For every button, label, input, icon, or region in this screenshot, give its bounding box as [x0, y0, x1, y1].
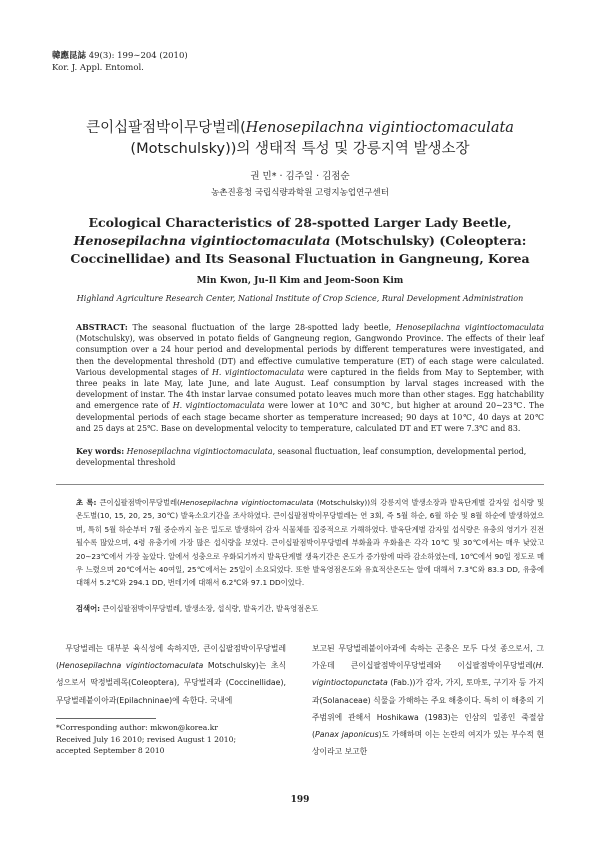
- korean-keywords-label: 검색어:: [76, 604, 101, 613]
- footnote-rule: [56, 718, 156, 719]
- korean-abstract-text: 큰이십팔점박이무당벌레(: [96, 498, 180, 507]
- korean-affiliation: 농촌진흥청 국립식량과학원 고령지농업연구센터: [211, 188, 389, 198]
- korean-title-line2: (Motschulsky))의 생태적 특성 및 강릉지역 발생소장: [130, 141, 470, 157]
- abstract-sci: H. vigintioctomaculata: [172, 401, 265, 411]
- body-text: Motschulsky)는 초식성으로서 딱정벌레목(Coleoptera), 무당벌레과 (Coccinellidae), 무당벌레붙이아과(Epilachninae)에 속한다. 국내에: [56, 661, 287, 705]
- english-title: [55, 214, 545, 268]
- korean-title-pre: 큰이십팔점박이무당벌레(: [86, 120, 246, 136]
- korean-abstract-sci: Henosepilachna vigintioctomaculata: [179, 498, 314, 507]
- korean-authors: 권 민* · 김주일 · 김점순: [250, 171, 350, 182]
- korean-title: [0, 118, 600, 160]
- body-text: )도 가해하며 이는 논란의 여지가 있는 부수적 현상이라고 보고한: [312, 730, 544, 757]
- abstract-text: (Motschulsky), was observed in potato fields of Gangneung region, Gangwondo Province. The effects of their leaf consumption over a 24 hour period and developmental periods by different temperatures were investigated, and then the developmental threshold (DT) and effective cumulative temperature (ET) of each stage were calculated. Various developmental stages of: [76, 334, 544, 377]
- journal-name-kr: 韓應昆誌: [52, 51, 87, 61]
- abstract-sci: Henosepilachna vigintioctomaculata: [395, 323, 544, 332]
- abstract-text: were captured in the fields from May to September, with three peaks in late May, late June, and late August. Leaf consumption by larval stages increased with the development of instar. The 4th instar larvae consumed potato leaves much more than other stages. Egg hatchability and emergence rate of: [76, 367, 544, 411]
- accepted-date: accepted September 8 2010: [56, 746, 165, 755]
- keywords-text: , seasonal fluctuation, leaf consumption, developmental period, developmental threshold: [76, 447, 527, 468]
- english-title-sci: Henosepilachna vigintioctomaculata: [73, 233, 331, 248]
- corresponding-author: *Corresponding author: mkwon@korea.kr: [56, 723, 218, 732]
- body-sci: H. vigintioctopunctata: [312, 661, 544, 688]
- keywords-label: Key words:: [76, 447, 125, 456]
- english-abstract: [76, 322, 544, 434]
- journal-header: [52, 50, 188, 74]
- korean-keywords: [76, 604, 544, 614]
- body-text: (Fab.))가 감자, 가지, 토마토, 구기자 등 가지과(Solanaceae) 식물을 가해하는 주요 해충이다. 특히 이 해충의 기주범위에 관해서 Hoshikawa (1983)는 인삼의 일종인 죽절삼(: [312, 678, 544, 740]
- abstract-sci: H. vigintioctomaculata: [211, 367, 305, 377]
- body-text: 무당벌레는 대부분 육식성에 속하지만, 큰이십팔점박이무당벌레(: [56, 644, 286, 671]
- body-paragraph: [56, 640, 286, 709]
- korean-abstract: [76, 496, 544, 590]
- abstract-label: ABSTRACT:: [76, 323, 128, 332]
- english-affiliation: Highland Agriculture Research Center, National Institute of Crop Science, Rural Development Administration: [76, 294, 524, 303]
- section-divider: [56, 484, 544, 485]
- page-number: 199: [290, 795, 310, 805]
- journal-name-en: Kor. J. Appl. Entomol.: [52, 63, 144, 73]
- korean-title-sci: Henosepilachna vigintioctomaculata: [245, 120, 514, 136]
- keywords-sci: Henosepilachna vigintioctomaculata: [124, 447, 273, 456]
- journal-issue: 49(3): 199∼204 (2010): [86, 51, 188, 61]
- korean-abstract-label: 초 록:: [76, 498, 97, 507]
- body-column-right: [312, 640, 544, 760]
- english-keywords: [76, 446, 544, 468]
- korean-abstract-text: (Motschulsky))의 강릉지역 발생소장과 발육단계별 갈자잎 섭식량 및 온도별(10, 15, 20, 25, 30℃) 발육소요기간을 조사하였다. 큰이십팔점박이무당벌레는 연 3회, 즉 5월 하순, 6월 하순 및 8월 하순에 발생하였으며, 특히 5월 하순부터 7월 중순까지 높은 밀도로 발생하여 감자 식물체를 집중적으로 가해하였다. 발육단계별 감자잎 섭식량은 유충의 영기가 진전될수록 많았으며, 4령 유충기에 가장 많은 섭식량을 보였다. 큰이십팔점박이무당벌레 부화율과 우화율은 각각 10℃ 및 30℃에서는 매우 낮았고 20∼23℃에서 가장 높았다. 알에서 성충으로 우화되기까지 발육단계별 생육기간은 온도가 증가함에 따라 감소하였는데, 10℃에서 90일 정도로 매우 느렸으며 20℃에서는 40여일, 25℃에서는 25일이 소요되었다. 또한 발육영점온도와 유효적산온도는 알에 대해서 7.3℃와 83.3 DD, 유충에 대해서 5.2℃와 294.1 DD, 번데기에 대해서 6.2℃와 97.1 DD이었다.: [76, 498, 544, 588]
- received-date: Received July 16 2010; revised August 1 2010;: [56, 734, 237, 744]
- body-text: 보고된 무당벌레붙이아과에 속하는 곤충은 모두 다섯 종으로서, 그 가운데 큰이십팔점박이무당벌레와 이십팔점박이무당벌레(: [312, 644, 544, 671]
- body-sci: Panax japonicus: [315, 730, 379, 740]
- english-title-part1: Ecological Characteristics of 28-spotted Larger Lady Beetle,: [88, 215, 512, 230]
- korean-keywords-text: 큰이십팔점박이무당벌레, 발생소장, 섭식량, 발육기간, 발육영점온도: [100, 604, 319, 613]
- english-title-part2: (Motschulsky) (Coleoptera: Coccinellidae) and Its Seasonal Fluctuation in Gangneung, Korea: [70, 233, 530, 266]
- body-column-left: [56, 640, 286, 709]
- body-paragraph: [312, 640, 544, 760]
- english-authors: Min Kwon, Ju-Il Kim and Jeom-Soon Kim: [196, 276, 404, 286]
- abstract-text: were lower at 10℃ and 30℃, but higher at around 20∼23℃. The developmental periods of each stage became shorter as temperature increased; 90 days at 10℃, 40 days at 20℃ and 25 days at 25℃. Base on developmental velocity to temperature, calculated DT and ET were 7.3℃ and 83.: [76, 401, 544, 433]
- abstract-text: The seasonal fluctuation of the large 28-spotted lady beetle,: [127, 323, 396, 332]
- body-sci: Henosepilachna vigintioctomaculata: [59, 661, 204, 671]
- footnote: [56, 722, 296, 757]
